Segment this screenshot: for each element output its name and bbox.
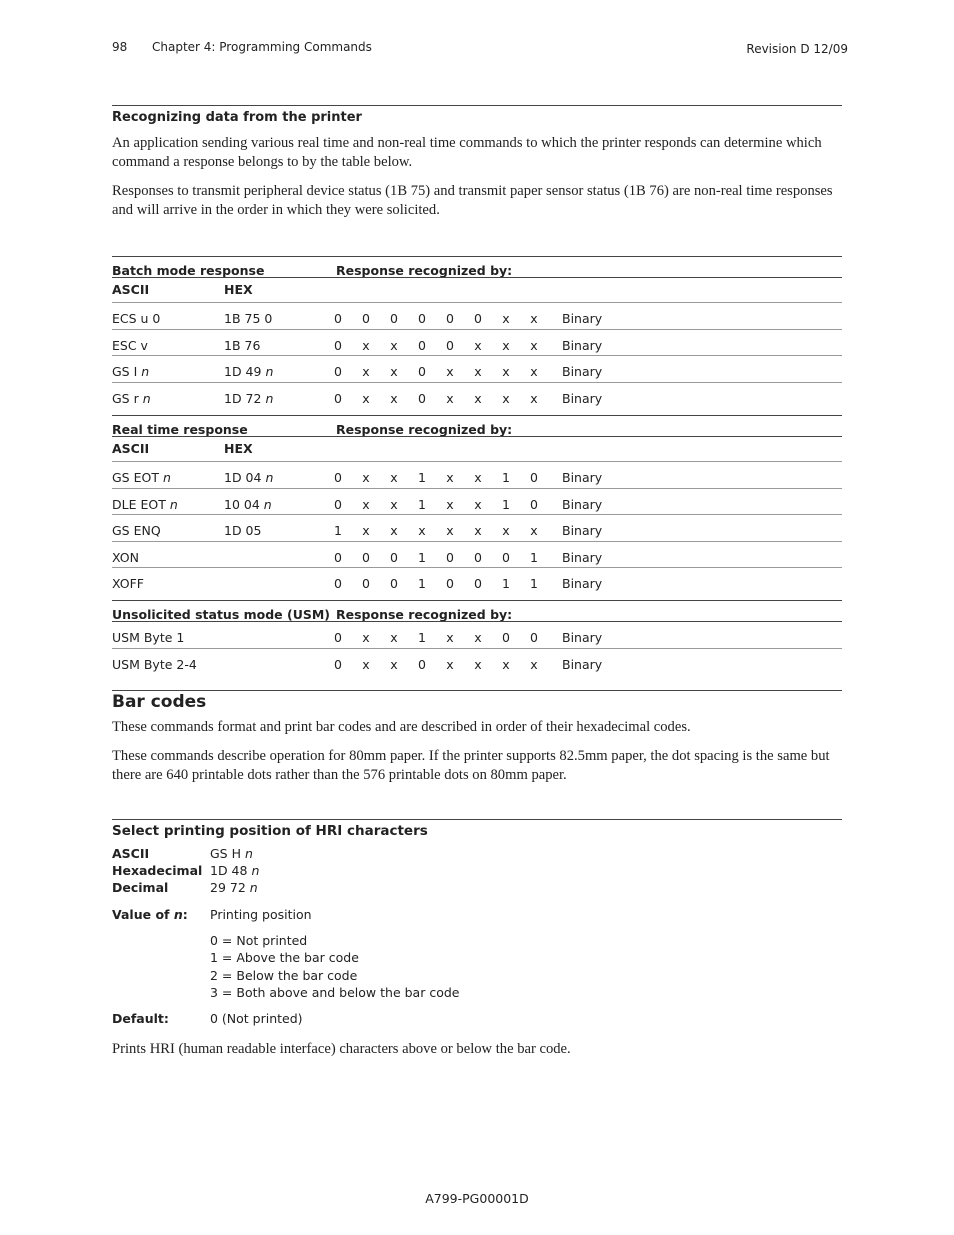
- bar-codes-paragraph-1: These commands format and print bar codes and are described in order of their hexadecimal codes.: [112, 719, 691, 735]
- cell-ascii: DLE EOT n: [112, 496, 178, 512]
- column-header-ascii: ASCII: [112, 441, 150, 456]
- cell-bit: 0: [418, 656, 426, 672]
- table-row: [112, 391, 842, 417]
- column-header-hex: HEX: [224, 441, 253, 456]
- group-header-rule: [112, 436, 842, 437]
- column-header-ascii: ASCII: [112, 282, 150, 297]
- section-rule: [112, 105, 842, 106]
- table-row: [112, 657, 842, 683]
- table-bottom-rule: [112, 690, 842, 691]
- cell-bit: x: [390, 523, 398, 538]
- cell-bit: x: [390, 470, 398, 485]
- cell-bit: 0: [390, 549, 398, 565]
- cell-bit: 0: [530, 630, 538, 645]
- cell-bit: x: [390, 337, 398, 353]
- cell-bit: x: [530, 337, 538, 353]
- cell-bit: 1: [502, 496, 510, 512]
- cell-bit: x: [446, 656, 454, 672]
- table-row: [112, 311, 842, 337]
- cell-bit: x: [362, 496, 370, 512]
- row-rule: [112, 648, 842, 649]
- cell-bit: x: [474, 364, 482, 379]
- revision: Revision D 12/09: [746, 42, 848, 56]
- cell-bit: x: [390, 496, 398, 512]
- cell-bit: 1: [502, 576, 510, 591]
- group-header-rule: [112, 277, 842, 278]
- recognizing-paragraph-1: An application sending various real time and non-real time commands to which the printer responds can determine which command a response belongs to by the table below.: [112, 135, 822, 170]
- cell-bit: x: [474, 470, 482, 485]
- option-3: 3 = Both above and below the bar code: [210, 985, 460, 1000]
- cell-bit: x: [446, 523, 454, 538]
- cell-bit: x: [474, 630, 482, 645]
- cell-type: Binary: [562, 311, 603, 326]
- table-row: [112, 470, 842, 496]
- cell-bit: 0: [530, 470, 538, 485]
- cell-bit: x: [362, 390, 370, 406]
- cell-bit: 0: [446, 311, 454, 326]
- cell-type: Binary: [562, 390, 603, 406]
- bar-codes-paragraph-2: These commands describe operation for 80mm paper. If the printer supports 82.5mm paper, the dot spacing is the same but there are 640 printable dots rather than the 576 printable dots on 80mm paper.: [112, 748, 830, 783]
- cell-bit: 0: [362, 576, 370, 591]
- cell-bit: 0: [502, 549, 510, 565]
- column-header-row: [112, 441, 842, 467]
- group-header-right: Response recognized by:: [336, 263, 513, 278]
- cell-ascii: USM Byte 1: [112, 630, 185, 645]
- cell-bit: 0: [334, 390, 342, 406]
- recognizing-paragraph-2: Responses to transmit peripheral device status (1B 75) and transmit paper sensor status (1B 76) are non-real time responses and will arrive in the order in which they were solicited.: [112, 183, 833, 218]
- cell-bit: 1: [418, 549, 426, 565]
- table-row: [112, 630, 842, 656]
- cell-bit: 0: [334, 470, 342, 485]
- cell-bit: 1: [530, 576, 538, 591]
- ascii-label: ASCII: [112, 846, 150, 861]
- cell-bit: x: [362, 630, 370, 645]
- cell-bit: x: [474, 337, 482, 353]
- cell-bit: 0: [502, 630, 510, 645]
- group-header-left: Real time response: [112, 422, 248, 437]
- cell-bit: x: [502, 523, 510, 538]
- table-row: [112, 576, 842, 602]
- table-row: [112, 523, 842, 549]
- cell-bit: x: [530, 656, 538, 672]
- cell-ascii: ECS u 0: [112, 311, 161, 326]
- cell-bit: x: [446, 364, 454, 379]
- cell-bit: x: [474, 523, 482, 538]
- cell-bit: x: [390, 364, 398, 379]
- group-header-rule: [112, 621, 842, 622]
- cell-bit: 0: [418, 337, 426, 353]
- hex-value: 1D 48 n: [210, 863, 260, 878]
- cell-bit: 0: [334, 337, 342, 353]
- cell-bit: x: [446, 496, 454, 512]
- cell-bit: x: [502, 390, 510, 406]
- group-top-rule: [112, 600, 842, 601]
- cell-bit: x: [474, 496, 482, 512]
- column-header-row: [112, 282, 842, 308]
- cell-bit: 0: [334, 656, 342, 672]
- table-row: [112, 497, 842, 523]
- cell-type: Binary: [562, 656, 603, 672]
- cell-bit: x: [502, 656, 510, 672]
- cell-bit: x: [502, 337, 510, 353]
- cell-bit: x: [530, 364, 538, 379]
- cell-bit: 0: [418, 311, 426, 326]
- cell-bit: 0: [362, 549, 370, 565]
- row-rule: [112, 302, 842, 303]
- hex-label: Hexadecimal: [112, 863, 203, 878]
- group-header-left: Unsolicited status mode (USM): [112, 607, 331, 622]
- table-row: [112, 550, 842, 576]
- section-heading-hri: Select printing position of HRI characters: [112, 823, 428, 839]
- group-header-right: Response recognized by:: [336, 607, 513, 622]
- cell-bit: 0: [334, 630, 342, 645]
- cell-bit: 0: [334, 311, 342, 326]
- cell-bit: 0: [530, 496, 538, 512]
- cell-type: Binary: [562, 549, 603, 565]
- cell-bit: 1: [418, 470, 426, 485]
- cell-bit: 1: [418, 576, 426, 591]
- value-of-n-label: Value of n:: [112, 907, 188, 922]
- cell-bit: x: [362, 656, 370, 672]
- cell-bit: x: [362, 364, 370, 379]
- cell-ascii: ESC v: [112, 337, 148, 353]
- cell-bit: 0: [418, 364, 426, 379]
- cell-ascii: USM Byte 2-4: [112, 656, 197, 672]
- decimal-value: 29 72 n: [210, 880, 258, 895]
- section-heading-recognizing: Recognizing data from the printer: [112, 110, 362, 125]
- cell-bit: x: [474, 390, 482, 406]
- cell-ascii: XOFF: [112, 576, 144, 591]
- cell-bit: 0: [334, 364, 342, 379]
- cell-bit: 1: [530, 549, 538, 565]
- cell-bit: 0: [334, 576, 342, 591]
- cell-ascii: GS I n: [112, 364, 150, 379]
- ascii-value: GS H n: [210, 846, 253, 861]
- row-rule: [112, 541, 842, 542]
- default-label: Default:: [112, 1011, 169, 1026]
- cell-bit: x: [446, 630, 454, 645]
- cell-bit: x: [418, 523, 426, 538]
- cell-bit: x: [502, 364, 510, 379]
- cell-type: Binary: [562, 364, 603, 379]
- table-row: [112, 364, 842, 390]
- cell-ascii: XON: [112, 549, 139, 565]
- cell-bit: 0: [446, 576, 454, 591]
- cell-bit: 1: [418, 496, 426, 512]
- row-rule: [112, 382, 842, 383]
- section-rule: [112, 819, 842, 820]
- cell-ascii: GS r n: [112, 390, 151, 406]
- cell-hex: 1D 72 n: [224, 390, 274, 406]
- cell-bit: x: [530, 311, 538, 326]
- hri-description: Prints HRI (human readable interface) characters above or below the bar code.: [112, 1041, 571, 1057]
- group-header-right: Response recognized by:: [336, 422, 513, 437]
- row-rule: [112, 355, 842, 356]
- cell-hex: 1B 75 0: [224, 311, 273, 326]
- row-rule: [112, 514, 842, 515]
- row-rule: [112, 329, 842, 330]
- page-number: 98: [112, 40, 128, 54]
- cell-bit: 0: [390, 576, 398, 591]
- cell-type: Binary: [562, 630, 603, 645]
- cell-ascii: GS ENQ: [112, 523, 161, 538]
- cell-type: Binary: [562, 470, 603, 485]
- option-0: 0 = Not printed: [210, 933, 308, 948]
- cell-bit: 1: [334, 523, 342, 538]
- value-of-n-desc: Printing position: [210, 907, 312, 922]
- row-rule: [112, 567, 842, 568]
- group-top-rule: [112, 415, 842, 416]
- group-top-rule: [112, 256, 842, 257]
- document-id: A799-PG00001D: [425, 1191, 529, 1206]
- cell-type: Binary: [562, 576, 603, 591]
- cell-bit: 0: [362, 311, 370, 326]
- cell-bit: x: [530, 390, 538, 406]
- cell-bit: 0: [390, 311, 398, 326]
- cell-hex: 10 04 n: [224, 496, 272, 512]
- cell-bit: x: [390, 656, 398, 672]
- cell-bit: x: [474, 656, 482, 672]
- decimal-label: Decimal: [112, 880, 169, 895]
- cell-bit: x: [530, 523, 538, 538]
- cell-bit: x: [502, 311, 510, 326]
- cell-bit: x: [390, 630, 398, 645]
- bar-codes-title: Bar codes: [112, 692, 207, 712]
- cell-bit: 0: [474, 311, 482, 326]
- option-2: 2 = Below the bar code: [210, 968, 358, 983]
- cell-bit: x: [446, 390, 454, 406]
- cell-bit: x: [446, 470, 454, 485]
- cell-hex: 1B 76: [224, 337, 261, 353]
- chapter-title: Chapter 4: Programming Commands: [152, 40, 372, 54]
- cell-bit: x: [362, 470, 370, 485]
- row-rule: [112, 461, 842, 462]
- cell-hex: 1D 49 n: [224, 364, 274, 379]
- cell-hex: 1D 04 n: [224, 470, 274, 485]
- cell-bit: 0: [418, 390, 426, 406]
- cell-bit: 0: [334, 549, 342, 565]
- cell-bit: x: [362, 523, 370, 538]
- default-value: 0 (Not printed): [210, 1011, 303, 1026]
- cell-bit: 0: [474, 576, 482, 591]
- column-header-hex: HEX: [224, 282, 253, 297]
- cell-bit: 1: [502, 470, 510, 485]
- cell-type: Binary: [562, 523, 603, 538]
- cell-bit: 0: [446, 337, 454, 353]
- row-rule: [112, 488, 842, 489]
- cell-hex: 1D 05: [224, 523, 262, 538]
- cell-type: Binary: [562, 496, 603, 512]
- table-row: [112, 338, 842, 364]
- cell-bit: 0: [446, 549, 454, 565]
- cell-bit: x: [390, 390, 398, 406]
- cell-bit: 1: [418, 630, 426, 645]
- cell-bit: 0: [334, 496, 342, 512]
- group-header-left: Batch mode response: [112, 263, 265, 278]
- cell-type: Binary: [562, 337, 603, 353]
- cell-bit: 0: [474, 549, 482, 565]
- option-1: 1 = Above the bar code: [210, 950, 359, 965]
- cell-ascii: GS EOT n: [112, 470, 171, 485]
- cell-bit: x: [362, 337, 370, 353]
